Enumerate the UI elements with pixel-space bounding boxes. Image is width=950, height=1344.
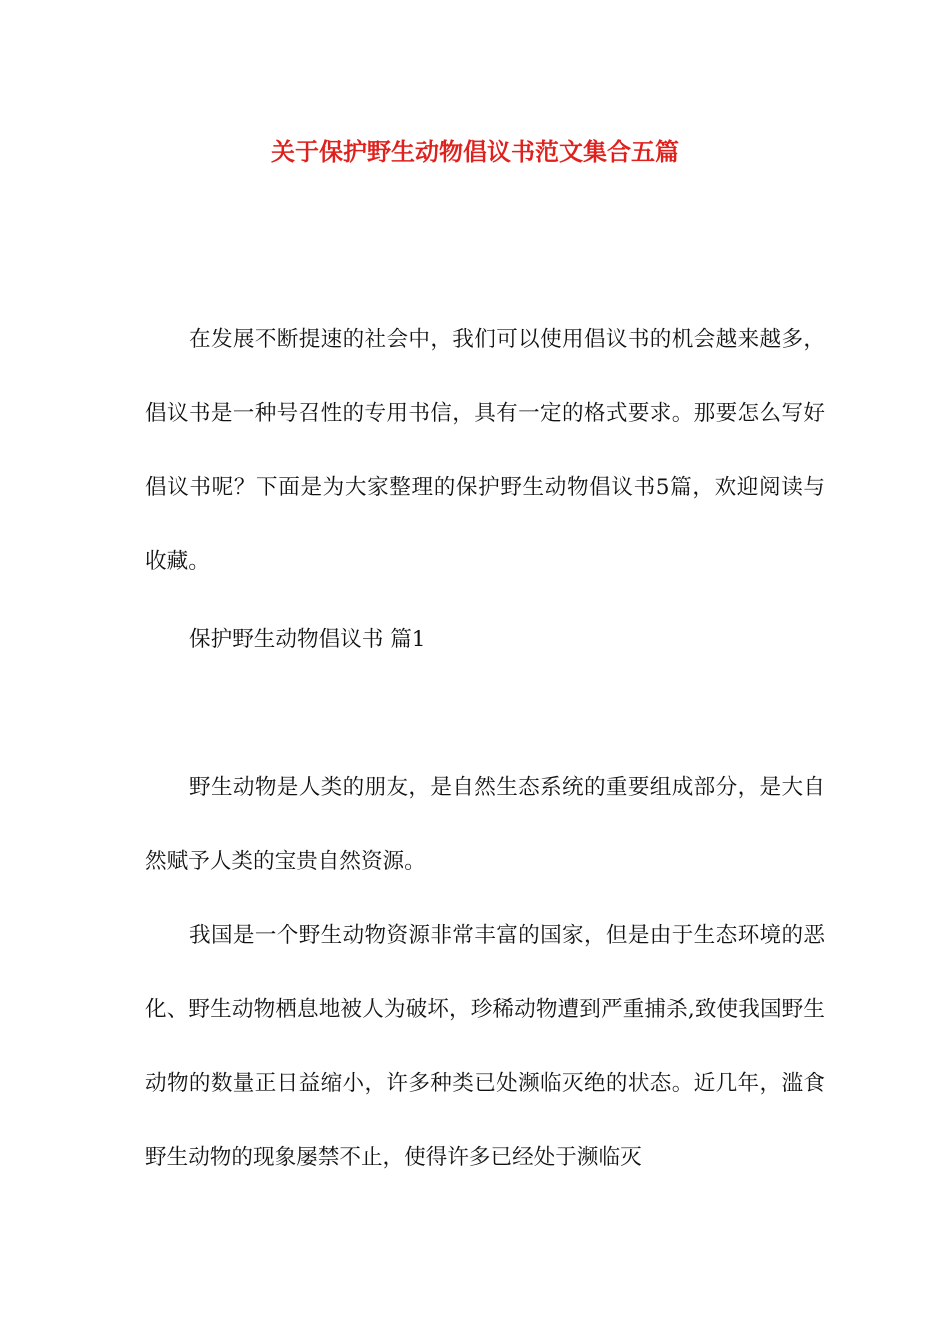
body-paragraph-1: 野生动物是人类的朋友，是自然生态系统的重要组成部分，是大自然赋予人类的宝贵自然资源。: [145, 775, 825, 874]
intro-paragraph: 在发展不断提速的社会中，我们可以使用倡议书的机会越来越多，倡议书是一种号召性的专用书信，具有一定的格式要求。那要怎么写好倡议书呢？下面是为大家整理的保护野生动物倡议书5篇，欢迎阅读与收藏。: [145, 327, 825, 574]
body-paragraph-2: 我国是一个野生动物资源非常丰富的国家，但是由于生态环境的恶化、野生动物栖息地被人为破坏，珍稀动物遭到严重捕杀,致使我国野生动物的数量正日益缩小，许多种类已处濒临灭绝的状态。近几年，滥食野生动物的现象屡禁不止，使得许多已经处于濒临灭: [145, 923, 825, 1170]
section-heading: 保护野生动物倡议书 篇1: [189, 627, 426, 652]
document-title: 关于保护野生动物倡议书范文集合五篇: [271, 137, 679, 166]
